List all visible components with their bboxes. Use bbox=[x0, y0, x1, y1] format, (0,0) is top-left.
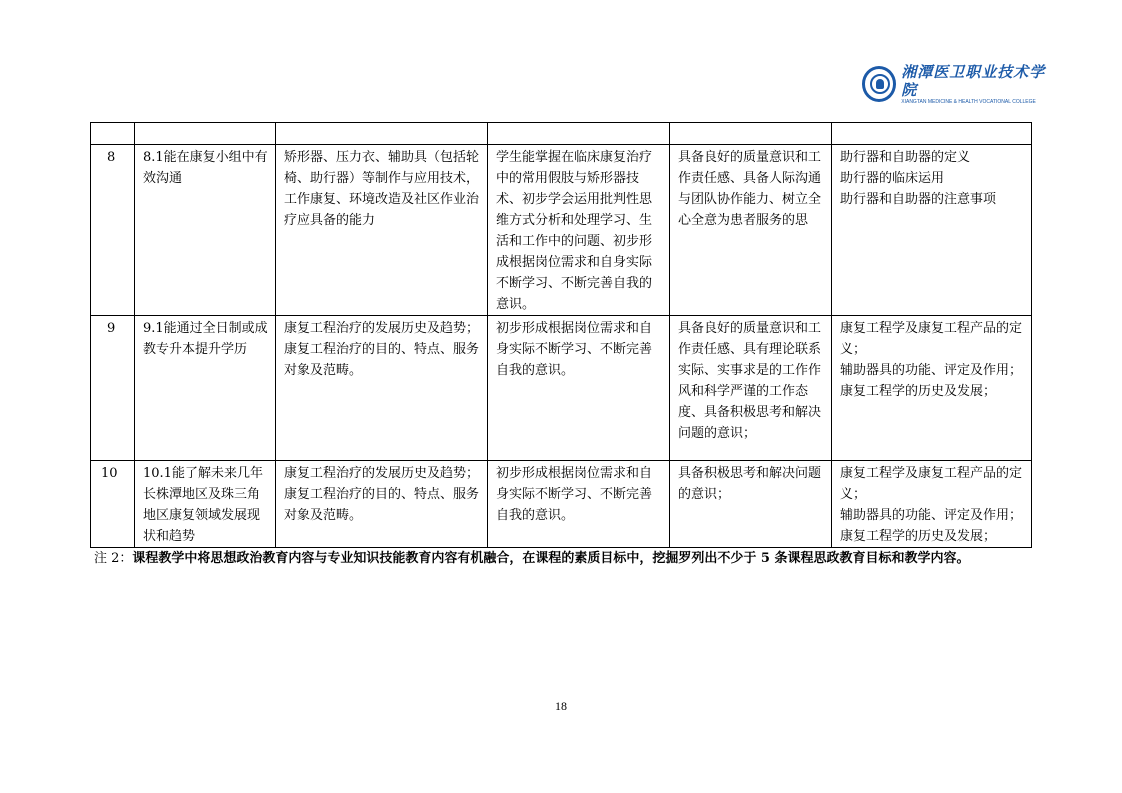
logo-name: 湘潭医卫职业技术学院 bbox=[901, 62, 1046, 99]
table-cell-ability: 初步形成根据岗位需求和自身实际不断学习、不断完善自我的意识。 bbox=[488, 461, 670, 548]
table-row bbox=[91, 316, 1032, 461]
table-row bbox=[91, 461, 1032, 548]
table-cell-goal: 8.1能在康复小组中有效沟通 bbox=[135, 145, 276, 316]
table-cell-quality: 具备积极思考和解决问题的意识； bbox=[670, 461, 832, 548]
footnote bbox=[94, 549, 1034, 569]
table-cell-content: 康复工程学及康复工程产品的定义； 辅助器具的功能、评定及作用； 康复工程学的历史及发展； bbox=[832, 461, 1032, 548]
table-cell-num: 8 bbox=[91, 145, 135, 316]
footnote-prefix: 注 2： bbox=[94, 551, 133, 566]
table-cell-content bbox=[832, 123, 1032, 145]
table-cell-num: 9 bbox=[91, 316, 135, 461]
table-cell-goal bbox=[135, 123, 276, 145]
table-cell-knowledge bbox=[276, 123, 488, 145]
curriculum-table bbox=[90, 122, 1032, 548]
table-cell-goal: 9.1能通过全日制或成教专升本提升学历 bbox=[135, 316, 276, 461]
table-cell-knowledge: 康复工程治疗的发展历史及趋势；康复工程治疗的目的、特点、服务对象及范畴。 bbox=[276, 461, 488, 548]
table-cell-goal: 10.1能了解未来几年长株潭地区及珠三角地区康复领域发展现状和趋势 bbox=[135, 461, 276, 548]
table-cell-quality: 具备良好的质量意识和工作责任感、具备人际沟通与团队协作能力、树立全心全意为患者服务的思 bbox=[670, 145, 832, 316]
table-cell-content: 康复工程学及康复工程产品的定义； 辅助器具的功能、评定及作用； 康复工程学的历史及发展； bbox=[832, 316, 1032, 461]
table-cell-quality: 具备良好的质量意识和工作责任感、具有理论联系实际、实事求是的工作作风和科学严谨的工作态度、具备积极思考和解决问题的意识； bbox=[670, 316, 832, 461]
table-cell-knowledge: 矫形器、压力衣、辅助具（包括轮椅、助行器）等制作与应用技术，工作康复、环境改造及社区作业治疗应具备的能力 bbox=[276, 145, 488, 316]
logo-text-block bbox=[901, 63, 1052, 106]
logo-subtext: XIANGTAN MEDICINE & HEALTH VOCATIONAL COLLEGE bbox=[901, 98, 1036, 105]
table-row bbox=[91, 145, 1032, 316]
college-seal-icon bbox=[862, 66, 896, 102]
table-cell-ability: 初步形成根据岗位需求和自身实际不断学习、不断完善自我的意识。 bbox=[488, 316, 670, 461]
table-cell-num bbox=[91, 123, 135, 145]
page-number: 18 bbox=[555, 699, 567, 713]
college-logo bbox=[862, 64, 1052, 104]
table-cell-quality bbox=[670, 123, 832, 145]
table-row bbox=[91, 123, 1032, 145]
table-cell-ability bbox=[488, 123, 670, 145]
table-cell-knowledge: 康复工程治疗的发展历史及趋势；康复工程治疗的目的、特点、服务对象及范畴。 bbox=[276, 316, 488, 461]
footnote-text: 课程教学中将思想政治教育内容与专业知识技能教育内容有机融合，在课程的素质目标中，挖掘罗列出不少于 5 条课程思政教育目标和教学内容。 bbox=[132, 551, 970, 566]
table-cell-content: 助行器和自助器的定义 助行器的临床运用 助行器和自助器的注意事项 bbox=[832, 145, 1032, 316]
table-cell-ability: 学生能掌握在临床康复治疗中的常用假肢与矫形器技术、初步学会运用批判性思维方式分析和处理学习、生活和工作中的问题、初步形成根据岗位需求和自身实际不断学习、不断完善自我的意识。 bbox=[488, 145, 670, 316]
table-cell-num: 10 bbox=[91, 461, 135, 548]
